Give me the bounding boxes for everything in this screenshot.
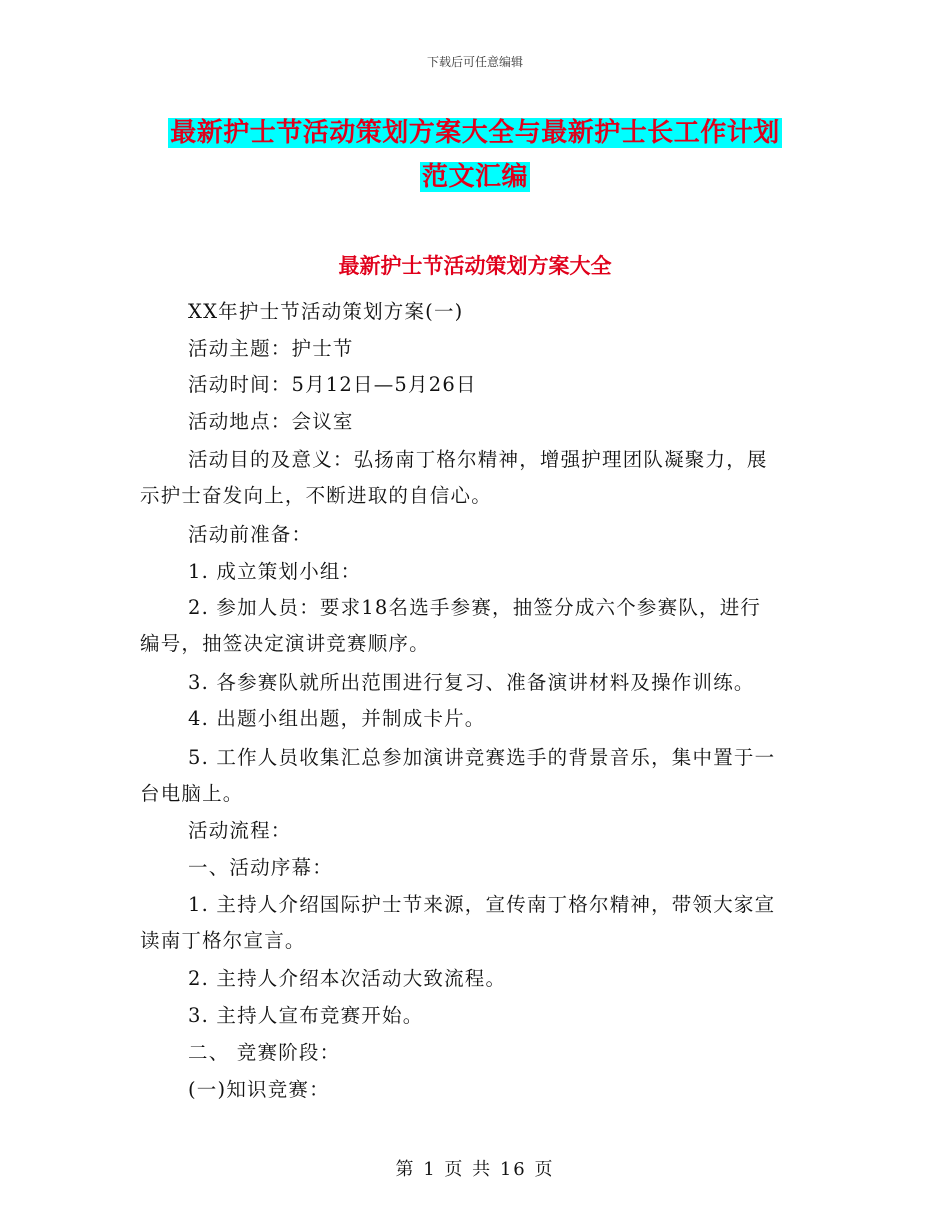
page-footer: 第 1 页 共 16 页 bbox=[395, 1159, 555, 1180]
paragraph-line: 读南丁格尔宣言。 bbox=[140, 929, 306, 952]
paragraph-line: 活动主题：护士节 bbox=[188, 337, 354, 360]
paragraph-line: 1. 主持人介绍国际护士节来源，宣传南丁格尔精神，带领大家宣 bbox=[188, 893, 776, 916]
paragraph-line: 编号，抽签决定演讲竞赛顺序。 bbox=[140, 632, 430, 655]
paragraph-line: 活动前准备： bbox=[188, 523, 313, 546]
paragraph-line: XX年护士节活动策划方案(一) bbox=[188, 300, 464, 323]
paragraph-line: 二、 竞赛阶段： bbox=[188, 1041, 341, 1064]
paragraph-line: (一)知识竞赛： bbox=[188, 1078, 330, 1101]
paragraph-line: 活动地点：会议室 bbox=[188, 410, 354, 433]
paragraph-line: 示护士奋发向上，不断进取的自信心。 bbox=[140, 484, 492, 507]
paragraph-line: 5. 工作人员收集汇总参加演讲竞赛选手的背景音乐，集中置于一 bbox=[188, 746, 776, 769]
paragraph-line: 3. 主持人宣布竞赛开始。 bbox=[188, 1004, 424, 1027]
section-title: 最新护士节活动策划方案大全 bbox=[338, 254, 612, 278]
document-title-line-2 bbox=[0, 156, 950, 193]
paragraph-line: 3. 各参赛队就所出范围进行复习、准备演讲材料及操作训练。 bbox=[188, 671, 755, 694]
document-title-text-1: 最新护士节活动策划方案大全与最新护士长工作计划 bbox=[170, 118, 780, 148]
paragraph-line: 活动时间：5月12日—5月26日 bbox=[188, 373, 477, 396]
paragraph-line: 台电脑上。 bbox=[140, 782, 244, 805]
document-title-line-1 bbox=[0, 112, 950, 149]
paragraph-line: 1. 成立策划小组： bbox=[188, 560, 362, 583]
paragraph-line: 4. 出题小组出题，并制成卡片。 bbox=[188, 707, 486, 730]
paragraph-line: 2. 主持人介绍本次活动大致流程。 bbox=[188, 967, 507, 990]
header-note: 下载后可任意编辑 bbox=[426, 55, 523, 69]
paragraph-line: 活动目的及意义：弘扬南丁格尔精神，增强护理团队凝聚力，展 bbox=[188, 448, 768, 471]
paragraph-line: 一、活动序幕： bbox=[188, 856, 333, 879]
paragraph-line: 2. 参加人员：要求18名选手参赛，抽签分成六个参赛队，进行 bbox=[188, 596, 762, 619]
paragraph-line: 活动流程： bbox=[188, 819, 292, 842]
document-title-text-2: 范文汇编 bbox=[421, 162, 528, 192]
